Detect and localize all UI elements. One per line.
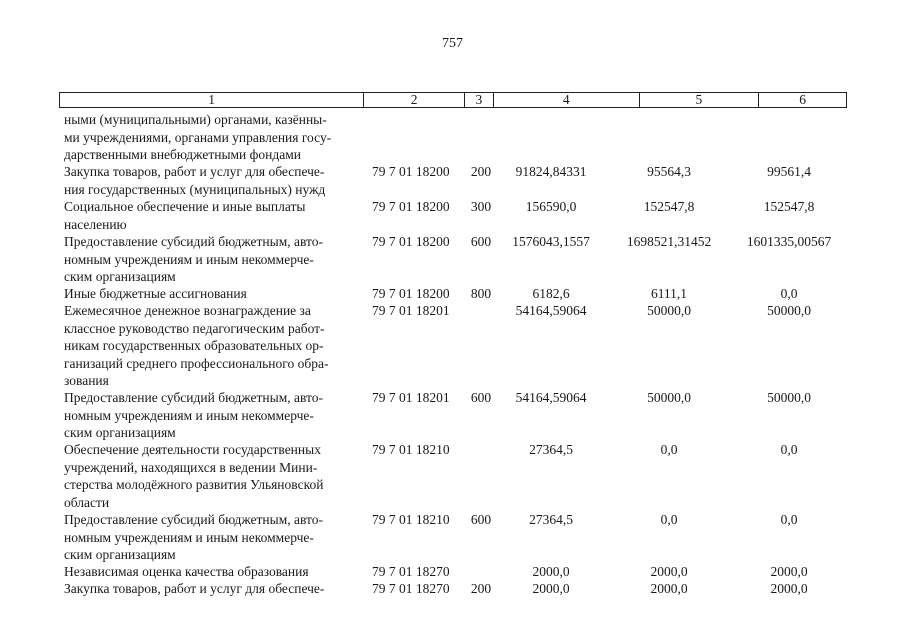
row-name xyxy=(64,441,361,511)
row-name xyxy=(64,511,361,564)
row-value-6: 50000,0 xyxy=(767,303,811,318)
row-expense-type: 600 xyxy=(470,390,492,405)
row-value-6: 0,0 xyxy=(780,442,798,457)
row-expense-type: 800 xyxy=(470,286,492,301)
row-name-line: Предоставление субсидий бюджетным, авто- xyxy=(64,390,323,405)
row-name-line: Закупка товаров, работ и услуг для обеспече- xyxy=(64,581,325,596)
row-name-line: номным учреждениям и иным некоммерче- xyxy=(64,407,314,423)
row-name-line: классное руководство педагогическим работ- xyxy=(64,320,325,336)
row-value-4: 1576043,1557 xyxy=(512,234,590,249)
row-name-line: ми учреждениями, органами управления госу- xyxy=(64,129,332,145)
row-value-4: 91824,84331 xyxy=(515,164,587,179)
row-name-line: Ежемесячное денежное вознаграждение за xyxy=(64,303,311,318)
row-value-5: 0,0 xyxy=(660,512,678,527)
row-value-5: 6111,1 xyxy=(650,286,688,301)
row-value-5: 2000,0 xyxy=(650,564,688,579)
row-name xyxy=(64,285,361,303)
row-value-5: 50000,0 xyxy=(647,303,691,318)
row-name-line: учреждений, находящихся в ведении Мини- xyxy=(64,459,318,475)
row-value-5: 95564,3 xyxy=(647,164,691,179)
row-name-line: Иные бюджетные ассигнования xyxy=(64,286,247,301)
row-name-line: Закупка товаров, работ и услуг для обеспече- xyxy=(64,164,325,179)
row-name xyxy=(64,563,361,581)
row-name-line: номным учреждениям и иным некоммерче- xyxy=(64,529,314,545)
row-value-6: 99561,4 xyxy=(767,164,811,179)
row-code: 79 7 01 18200 xyxy=(372,199,450,214)
row-value-4: 2000,0 xyxy=(532,581,570,596)
row-expense-type: 200 xyxy=(470,164,492,179)
row-name-line: ским организациям xyxy=(64,425,176,440)
row-code: 79 7 01 18200 xyxy=(372,164,450,179)
row-name-line: Независимая оценка качества образования xyxy=(64,564,309,579)
row-value-6: 0,0 xyxy=(780,512,798,527)
header-col-5: 5 xyxy=(640,93,760,107)
row-expense-type: 600 xyxy=(470,234,492,249)
row-value-4: 2000,0 xyxy=(532,564,570,579)
row-value-4: 27364,5 xyxy=(529,512,573,527)
row-value-5: 1698521,31452 xyxy=(626,234,712,249)
row-name-line: Социальное обеспечение и иные выплаты xyxy=(64,199,306,214)
row-name xyxy=(64,580,361,598)
header-col-6: 6 xyxy=(799,92,806,107)
row-value-5: 2000,0 xyxy=(650,581,688,596)
row-value-6: 1601335,00567 xyxy=(746,234,832,249)
header-col-4: 4 xyxy=(494,93,640,107)
row-value-6: 152547,8 xyxy=(763,199,815,214)
row-name xyxy=(64,233,361,286)
row-name xyxy=(64,163,361,198)
row-value-5: 0,0 xyxy=(660,442,678,457)
page-number: 757 xyxy=(442,36,463,51)
header-col-2: 2 xyxy=(364,93,465,107)
row-name-line: дарственными внебюджетными фондами xyxy=(64,147,302,162)
row-value-6: 2000,0 xyxy=(770,581,808,596)
row-name-line: ским организациям xyxy=(64,269,176,284)
row-value-4: 54164,59064 xyxy=(515,390,587,405)
header-col-3: 3 xyxy=(465,93,494,107)
row-code: 79 7 01 18201 xyxy=(372,303,450,318)
row-code: 79 7 01 18200 xyxy=(372,234,450,249)
row-name-line: ганизаций среднего профессионального обра- xyxy=(64,355,329,371)
row-expense-type: 600 xyxy=(470,512,492,527)
row-value-6: 50000,0 xyxy=(767,390,811,405)
row-value-5: 152547,8 xyxy=(643,199,695,214)
row-name xyxy=(64,111,361,164)
row-name xyxy=(64,389,361,442)
row-value-4: 54164,59064 xyxy=(515,303,587,318)
row-code: 79 7 01 18210 xyxy=(372,442,450,457)
row-name-line: населению xyxy=(64,216,127,232)
row-code: 79 7 01 18270 xyxy=(372,564,450,579)
row-name-line: зования xyxy=(64,373,109,388)
row-value-4: 27364,5 xyxy=(529,442,573,457)
row-code: 79 7 01 18270 xyxy=(372,581,450,596)
row-value-5: 50000,0 xyxy=(647,390,691,405)
row-name-line: Предоставление субсидий бюджетным, авто- xyxy=(64,512,323,527)
row-expense-type: 200 xyxy=(470,581,492,596)
row-name xyxy=(64,198,361,233)
row-name-line: ским организациям xyxy=(64,547,176,562)
header-col-1: 1 xyxy=(60,93,364,107)
table-header xyxy=(59,92,847,108)
row-code: 79 7 01 18200 xyxy=(372,286,450,301)
row-expense-type: 300 xyxy=(470,199,492,214)
row-name-line: стерства молодёжного развития Ульяновской xyxy=(64,477,324,492)
row-value-6: 2000,0 xyxy=(770,564,808,579)
row-name-line: ния государственных (муниципальных) нужд xyxy=(64,181,326,197)
row-code: 79 7 01 18210 xyxy=(372,512,450,527)
row-value-6: 0,0 xyxy=(780,286,798,301)
row-name-line: номным учреждениям и иным некоммерче- xyxy=(64,251,314,267)
row-name-line: ными (муниципальными) органами, казённы- xyxy=(64,112,327,127)
row-name-line: области xyxy=(64,494,110,510)
row-value-4: 156590,0 xyxy=(525,199,577,214)
row-name-line: Предоставление субсидий бюджетным, авто- xyxy=(64,234,323,249)
row-name-line: никам государственных образовательных ор- xyxy=(64,338,324,353)
row-code: 79 7 01 18201 xyxy=(372,390,450,405)
row-name-line: Обеспечение деятельности государственных xyxy=(64,442,321,457)
row-value-4: 6182,6 xyxy=(532,286,570,301)
row-name xyxy=(64,302,361,390)
